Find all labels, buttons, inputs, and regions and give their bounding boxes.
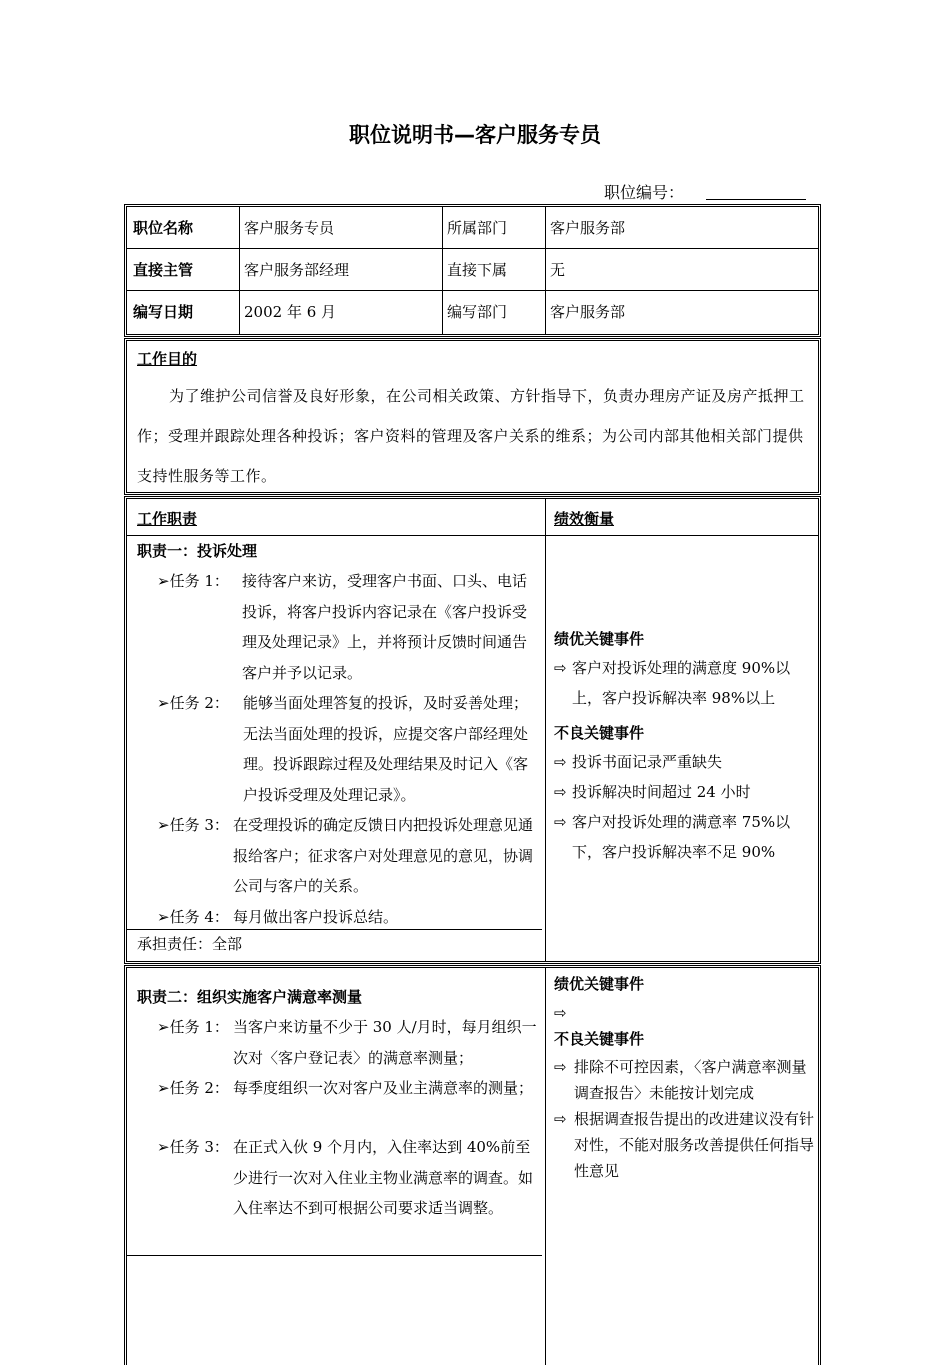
- arrow-icon: ⇨: [554, 753, 567, 771]
- task-text: 在正式入伙 9 个月内，入住率达到 40%前至少进行一次对入住业主物业满意率的调查。如入住率达不到可根据公司要求适当调整。: [233, 1138, 534, 1217]
- duty-one-responsibility: 承担责任：全部: [137, 935, 243, 953]
- value-written-date: 2002 年 6 月: [244, 303, 337, 321]
- value-position-name: 客户服务专员: [244, 219, 335, 237]
- duty-one-title: 职责一：投诉处理: [137, 542, 258, 560]
- duty-one-bad-title: 不良关键事件: [554, 724, 645, 742]
- value-supervisor: 客户服务部经理: [244, 261, 350, 279]
- arrow-icon: ⇨: [554, 813, 567, 831]
- kpi-text: 排除不可控因素，〈客户满意率测量调查报告〉未能按计划完成: [574, 1058, 807, 1102]
- task-text: [233, 810, 539, 902]
- value-written-dept: 客户服务部: [550, 303, 626, 321]
- kpi-text: 客户对投诉处理的满意度 90%以上，客户投诉解决率 98%以上: [572, 659, 791, 707]
- arrow-icon: ⇨: [554, 1058, 567, 1076]
- task-text: 接待客户来访，受理客户书面、口头、电话投诉，将客户投诉内容记录在《客户投诉受理及处理记录》上，并将预计反馈时间通告客户并予以记录。: [242, 572, 528, 682]
- duty-one-task-1: [157, 566, 537, 688]
- duty-one-task-3: [157, 810, 539, 902]
- label-written-dept: 编写部门: [447, 303, 508, 321]
- arrow-icon: ⇨: [554, 659, 567, 677]
- duty-two-bad-item-1: [554, 1054, 816, 1106]
- label-subordinates: 直接下属: [447, 261, 508, 279]
- purpose-text: 为了维护公司信誉及良好形象，在公司相关政策、方针指导下，负责办理房产证及房产抵押工作；受理并跟踪处理各种投诉；客户资料的管理及客户关系的维系；为公司内部其他相关部门提供支持性服务等工作。: [137, 387, 805, 485]
- value-subordinates: 无: [550, 261, 566, 279]
- label-department: 所属部门: [447, 219, 508, 237]
- kpi-text: 客户对投诉处理的满意率 75%以下，客户投诉解决率不足 90%: [572, 813, 791, 861]
- duties-header: 工作职责: [137, 510, 198, 528]
- arrow-icon: ⇨: [554, 1004, 567, 1022]
- performance-header: 绩效衡量: [554, 510, 615, 528]
- task-text: 每月做出客户投诉总结。: [233, 908, 399, 926]
- duty-one-good-title: 绩优关键事件: [554, 630, 645, 648]
- arrow-icon: ⇨: [554, 783, 567, 801]
- purpose-heading: 工作目的: [137, 350, 198, 368]
- value-department: 客户服务部: [550, 219, 626, 237]
- purpose-section: [124, 338, 821, 495]
- position-number-label: 职位编号：: [604, 183, 685, 202]
- duty-one-good-item: [554, 653, 816, 713]
- duty-one-bad-item-1: [554, 747, 816, 777]
- label-position-name: 职位名称: [133, 219, 194, 237]
- duty-two-task-2: [157, 1073, 539, 1134]
- duty-two-task-3: [157, 1132, 539, 1254]
- task-label: ➢任务 3：: [157, 816, 229, 834]
- duty-one-task-2: [157, 688, 537, 810]
- duty-one-bad-item-2: [554, 777, 816, 807]
- duty-one-task-4: [157, 902, 537, 932]
- duty-one-section: [124, 496, 821, 964]
- task-label: ➢任务 1：: [157, 572, 229, 590]
- task-label: ➢任务 2：: [157, 1079, 229, 1097]
- task-label: ➢任务 4：: [157, 908, 229, 926]
- kpi-text: 根据调查报告提出的改进建议没有针对性，不能对服务改善提供任何指导性意见: [574, 1110, 815, 1180]
- task-label: ➢任务 2：: [157, 694, 229, 712]
- label-written-date: 编写日期: [133, 303, 194, 321]
- task-text: 当客户来访量不少于 30 人/月时，每月组织一次对〈客户登记表〉的满意率测量；: [233, 1018, 537, 1067]
- duty-two-title: 职责二：组织实施客户满意率测量: [137, 988, 363, 1006]
- duty-two-bad-title: 不良关键事件: [554, 1030, 645, 1048]
- label-supervisor: 直接主管: [133, 261, 194, 279]
- duty-two-section: [124, 965, 821, 1365]
- task-text: 每季度组织一次对客户及业主满意率的测量；: [233, 1079, 534, 1097]
- task-text-content: 在受理投诉的确定反馈日内把投诉处理意见通报给客户；征求客户对处理意见的意见，协调公司与客户的关系。: [233, 816, 534, 895]
- page-title: 职位说明书—客户服务专员: [349, 123, 601, 147]
- info-table: [124, 204, 821, 337]
- duty-one-bad-item-3: [554, 807, 816, 867]
- kpi-text: 投诉书面记录严重缺失: [572, 753, 723, 771]
- task-label: ➢任务 1：: [157, 1018, 229, 1036]
- duty-two-bad-item-2: [554, 1106, 816, 1184]
- task-label: ➢任务 3：: [157, 1138, 229, 1156]
- task-text: 能够当面处理答复的投诉，及时妥善处理；无法当面处理的投诉，应提交客户部经理处理。投诉跟踪过程及处理结果及时记入《客户投诉受理及处理记录》。: [243, 694, 529, 804]
- duty-two-good-title: 绩优关键事件: [554, 975, 645, 993]
- duty-two-task-1: [157, 1012, 539, 1073]
- position-number-blank: [706, 199, 806, 200]
- kpi-text: 投诉解决时间超过 24 小时: [572, 783, 751, 801]
- arrow-icon: ⇨: [554, 1110, 567, 1128]
